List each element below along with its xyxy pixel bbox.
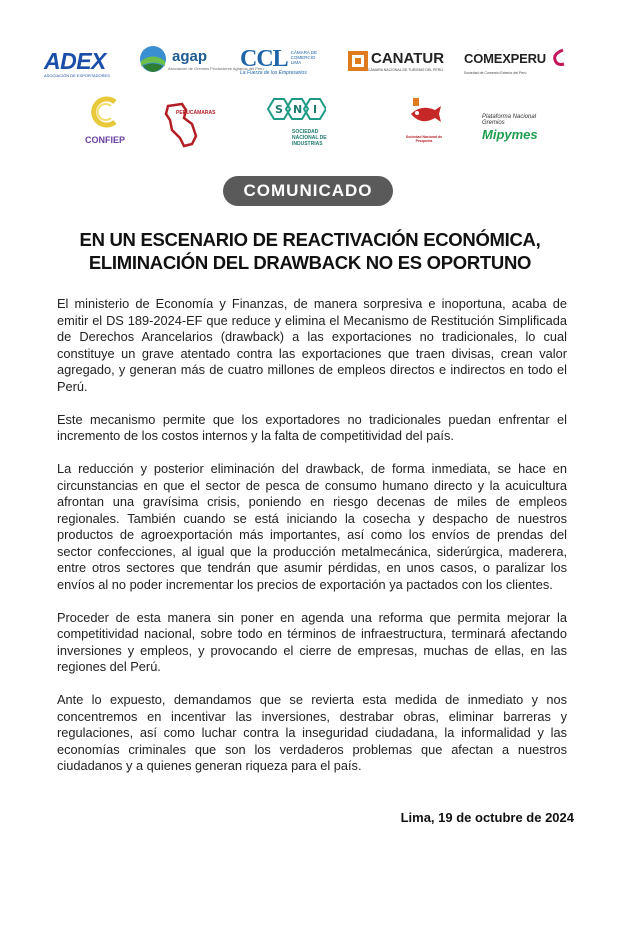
paragraph: El ministerio de Economía y Finanzas, de manera sorpresiva e inoportuna, acaba de emitir el DS 189-2024-EF que reduce y elimina el Mecanismo de Restitución Simplificada de Derechos Arancelarios (drawback) a las exportaciones no tradicionales, lo cual constituye un grave atentado contra las exportaciones que traen divisas, crean valor agregado, y generan más de cuatro millones de empleos directos e indirectos en todo el Perú. xyxy=(57,296,567,394)
comexperu-logo xyxy=(464,48,567,75)
mipymes-logo-text: Mipymes xyxy=(482,127,538,142)
agap-logo-subtitle: Asociación de Gremios Productores Agrarios del Perú xyxy=(168,65,264,71)
ccl-logo-tagline: La Fuerza de los Empresarios xyxy=(240,70,307,76)
ccl-logo xyxy=(240,46,327,76)
svg-text:S: S xyxy=(275,103,283,116)
paragraph: Ante lo expuesto, demandamos que se revierta esta medida de inmediato y nos concentremos en incentivar las inversiones, destrabar obras, eliminar barreras y regulaciones, así como luchar contra la inseguridad ciudadana, la informalidad y las economías criminales que son los verdaderos problemas que afectan a nuestros ciudadanos y a quienes generan riqueza para el país. xyxy=(57,692,567,773)
perucamaras-logo xyxy=(162,102,216,153)
sni-hexagon-icon xyxy=(266,98,326,120)
fish-emblem-icon xyxy=(405,96,443,130)
adex-logo-text: ADEX xyxy=(44,48,106,74)
statement-body xyxy=(57,296,567,791)
canatur-logo-subtitle: CÁMARA NACIONAL DE TURISMO DEL PERÚ xyxy=(368,68,443,72)
comexperu-logo-subtitle: Sociedad de Comercio Exterior del Perú xyxy=(464,71,527,75)
canatur-emblem-icon xyxy=(348,51,368,71)
snp-logo-subtitle: Sociedad Nacional de Pesquería xyxy=(405,135,443,143)
comexperu-swirl-icon xyxy=(551,48,567,70)
svg-text:N: N xyxy=(293,103,303,116)
ccl-logo-text: CCL xyxy=(240,46,288,72)
mipymes-logo xyxy=(482,114,550,144)
logos-row-2 xyxy=(70,96,550,156)
confiep-logo xyxy=(80,96,130,145)
agap-globe-icon xyxy=(138,44,168,74)
logos-row-1 xyxy=(40,44,580,84)
headline-line-1: EN UN ESCENARIO DE REACTIVACIÓN ECONÓMICA, xyxy=(79,229,541,250)
adex-logo-subtitle: ASOCIACIÓN DE EXPORTADORES xyxy=(44,73,110,78)
ccl-logo-side: CÁMARA DE COMERCIO LIMA xyxy=(290,50,318,65)
snp-logo xyxy=(400,96,448,143)
agap-logo-text: agap xyxy=(172,47,208,65)
canatur-logo-text: CANATUR xyxy=(371,50,445,67)
sni-logo-subtitle: SOCIEDAD NACIONAL DE INDUSTRIAS xyxy=(292,129,327,147)
adex-logo xyxy=(44,48,110,78)
paragraph: La reducción y posterior eliminación del drawback, de forma inmediata, se hace en circunstancias en que el sector de pesca de consumo humano directo y la acuicultura afrontan una gravísima crisis, poniendo en riesgo decenas de miles de empleos regionales. También cuando se está iniciando la cosecha y despacho de nuestros productos de agroexportación más importantes, así como los envíos de prendas del sector confecciones, al igual que la producción metalmecánica, siderúrgica, maderera, entre otros sectores que tendrán que asumir pérdidas, en unos casos, o paralizar los envíos al no poder incrementar los precios de exportación ya pactados con los clientes. xyxy=(57,461,567,592)
perucamaras-logo-text: PERUCÁMARAS xyxy=(176,110,216,116)
paragraph: Proceder de esta manera sin poner en agenda una reforma que permita mejorar la competitividad nacional, sobre todo en términos de infraestructura, terminará afectando inversiones y empleos, y provocando el cierre de empresas, muchas de ellas, en las regiones del Perú. xyxy=(57,609,567,674)
headline xyxy=(40,228,580,274)
comexperu-logo-text: COMEXPERU xyxy=(464,51,546,67)
confiep-logo-text: CONFIEP xyxy=(84,135,125,145)
canatur-logo xyxy=(348,50,444,72)
paragraph: Este mecanismo permite que los exportadores no tradicionales puedan enfrentar el incremento de los costos internos y la falta de competitividad del país. xyxy=(57,411,567,443)
comunicado-badge: COMUNICADO xyxy=(223,176,393,206)
sni-logo xyxy=(266,98,336,147)
headline-line-2: ELIMINACIÓN DEL DRAWBACK NO ES OPORTUNO xyxy=(88,252,532,273)
mipymes-logo-top: Plataforma Nacional Gremios xyxy=(482,114,537,126)
place-date-signoff: Lima, 19 de octubre de 2024 xyxy=(400,810,574,825)
svg-text:I: I xyxy=(313,103,318,116)
peru-map-icon xyxy=(162,102,206,148)
confiep-emblem-icon xyxy=(89,96,121,128)
